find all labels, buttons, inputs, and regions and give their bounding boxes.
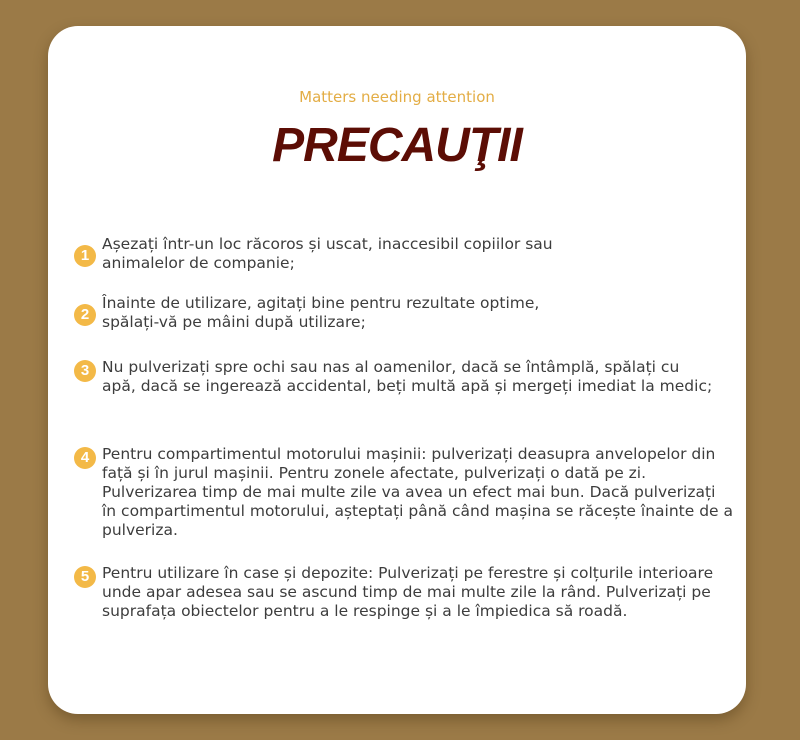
item-text: Înainte de utilizare, agitați bine pentru rezultate optime, spălați-vă pe mâini după utilizare;: [102, 294, 540, 331]
item-text: Așezați într-un loc răcoros și uscat, inaccesibil copiilor sau animalelor de companie;: [102, 235, 553, 272]
number-badge: 2: [74, 304, 96, 326]
page-title: PRECAUŢII: [272, 119, 522, 172]
precautions-card: [48, 26, 746, 714]
number-badge: 5: [74, 566, 96, 588]
number-badge: 1: [74, 245, 96, 267]
item-text: Pentru utilizare în case și depozite: Pulverizați pe ferestre și colțurile interioare unde apar adesea sau se ascund timp de mai multe zile la rând. Pulverizați pe suprafața obiectelor pentru a le respinge și a le împiedica să roadă.: [102, 564, 714, 620]
item-text: Nu pulverizați spre ochi sau nas al oamenilor, dacă se întâmplă, spălați cu apă, dacă se ingerează accidental, beți multă apă și mergeți imediat la medic;: [102, 358, 713, 395]
item-text: Pentru compartimentul motorului mașinii: pulverizați deasupra anvelopelor din față și în jurul mașinii. Pentru zonele afectate, pulverizați o dată pe zi. Pulverizarea timp de mai multe zile va avea un efect mai bun. Dacă pulverizați în compartimentul motorului, așteptați până când mașina se răcește înainte de a pulveriza.: [102, 445, 733, 539]
number-badge: 3: [74, 360, 96, 382]
subtitle: Matters needing attention: [299, 88, 495, 106]
number-badge: 4: [74, 447, 96, 469]
